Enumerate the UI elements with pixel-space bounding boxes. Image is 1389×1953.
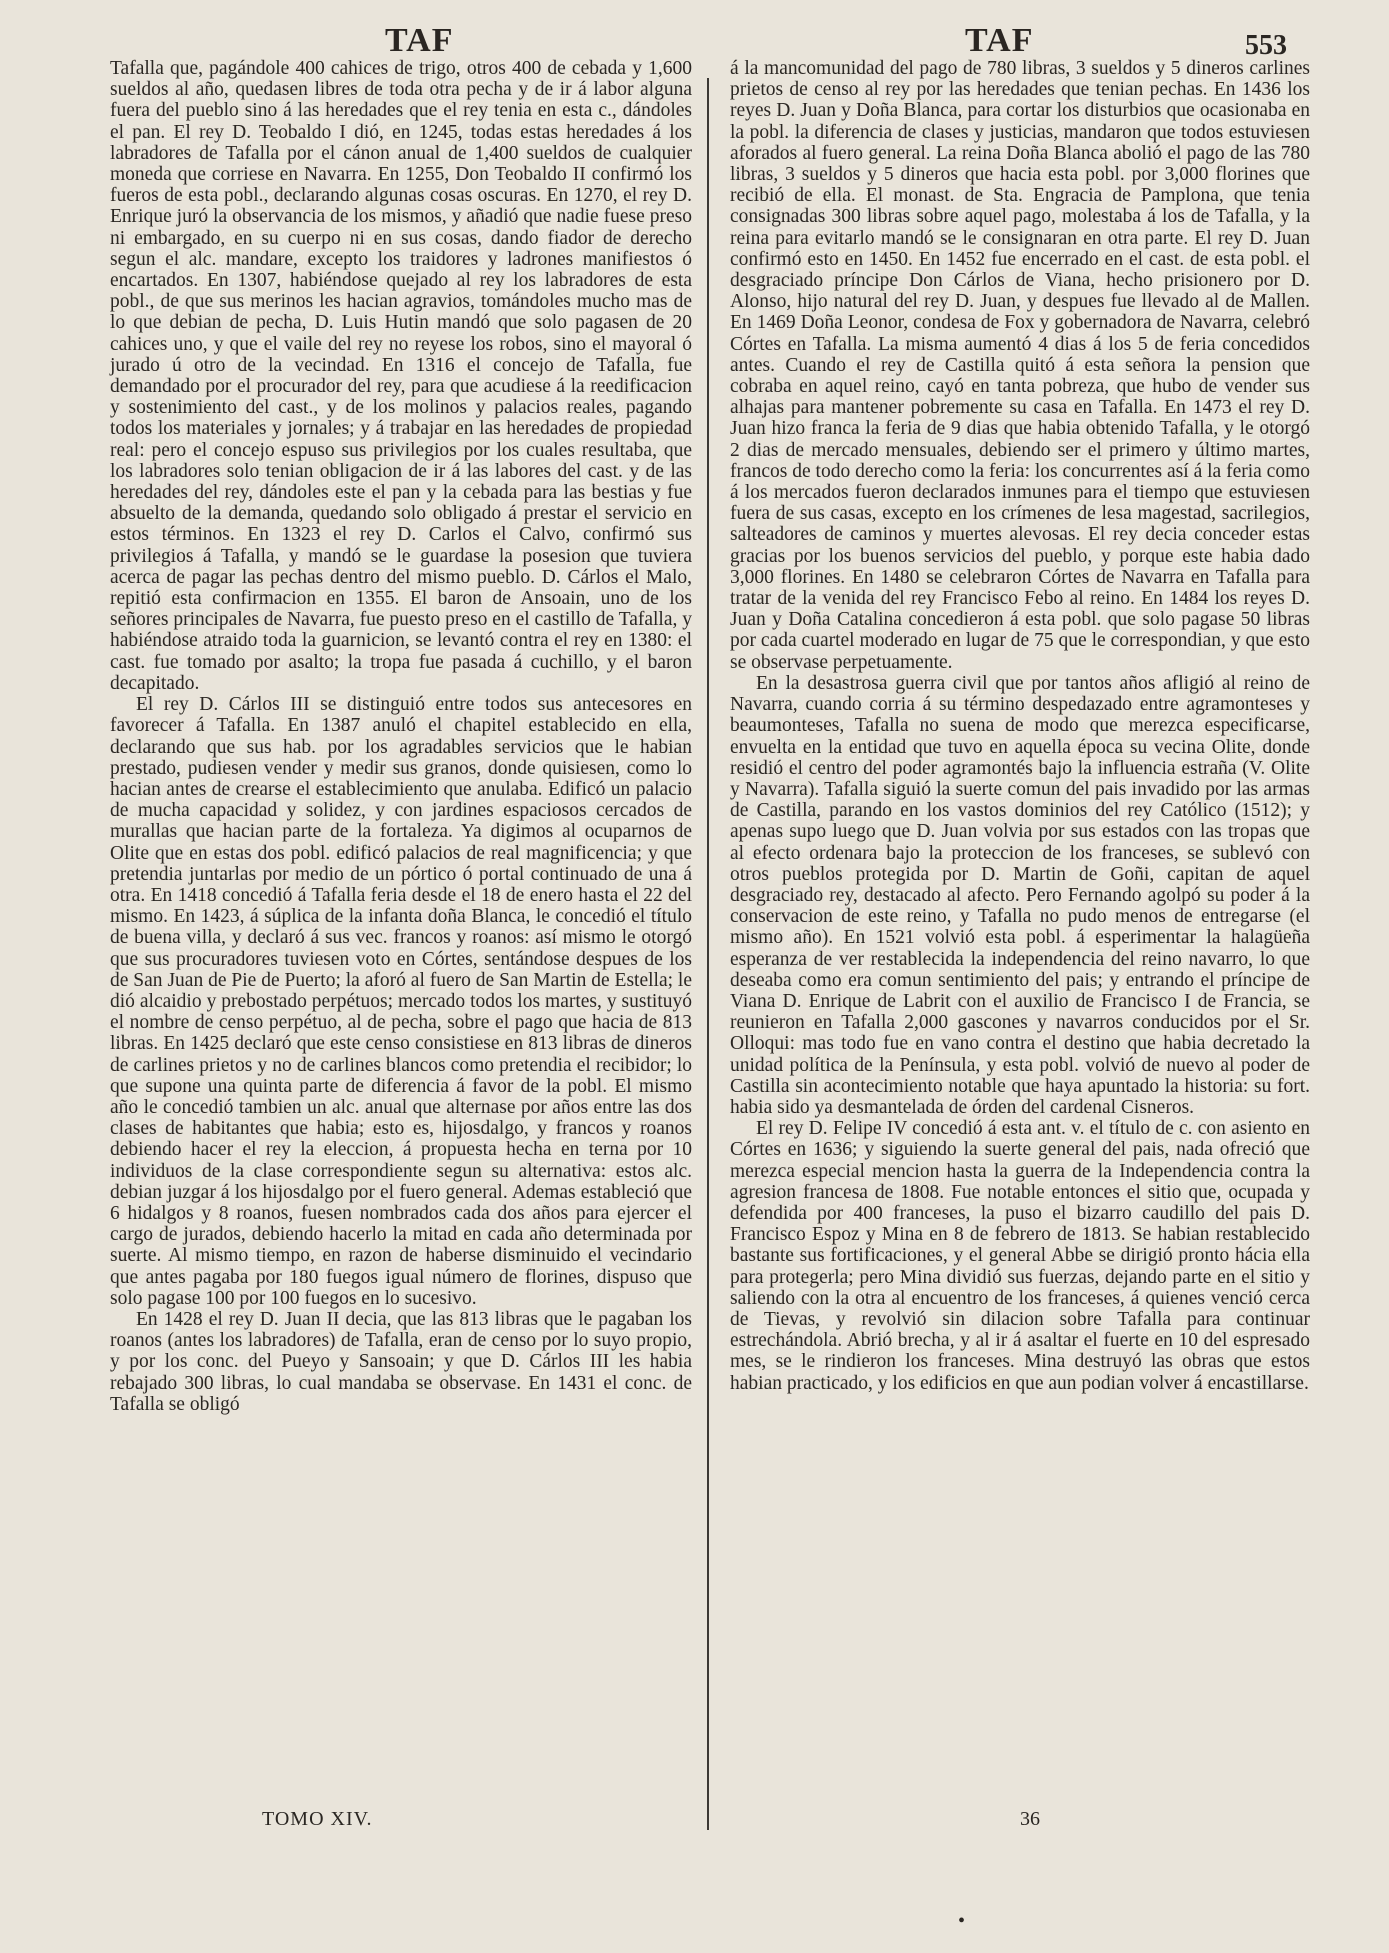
paragraph: El rey D. Felipe IV concedió á esta ant. v. el título de c. con asiento en Córtes en 1636; y siguiendo la suerte general del pais, nada ofreció que merezca especial mencion hasta la guerra de la Independencia contra la agresion francesa de 1808. Fue notable entonces el sitio que, ocupada y defendida por 400 franceses, la puso el bizarro caudillo del pais D. Francisco Espoz y Mina en 8 de febrero de 1813. Se habian restablecido bastante sus fortificaciones, y el general Abbe se dirigió pronto hácia ella para protegerla; pero Mina dividió sus fuerzas, dejando parte en el sitio y saliendo con la otra al encuentro de los franceses, á quienes venció cerca de Tievas, y revolvió sin dilacion sobre Tafalla para continuar estrechándola. Abrió brecha, y al ir á asaltar el fuerte en 10 del espresado mes, se le rindieron los franceses. Mina destruyó las obras que estos habian practicado, y los edificios en que aun podian volver á encastillarse.: [730, 1118, 1310, 1394]
running-head-left: TAF: [385, 22, 454, 59]
running-head-right: TAF: [965, 22, 1034, 59]
paragraph: Tafalla que, pagándole 400 cahices de trigo, otros 400 de cebada y 1,600 sueldos al año, quedasen libres de toda otra pecha y de ir á labor alguna fuera del pueblo sino á las heredades que el rey tenia en esta c., dándoles el pan. El rey D. Teobaldo I dió, en 1245, todas estas heredades á los labradores de Tafalla por el cánon anual de 1,400 sueldos de cualquier moneda que corriese en Navarra. En 1255, Don Teobaldo II confirmó los fueros de esta pobl., declarando algunas cosas oscuras. En 1270, el rey D. Enrique juró la observancia de los mismos, y añadió que nadie fuese preso ni embargado, en su cuerpo ni en sus cosas, dando fiador de derecho segun el alc. mandare, excepto los traidores y ladrones manifiestos ó encartados. En 1307, habiéndose quejado al rey los labradores de esta pobl., de que sus merinos les hacian agravios, tomándoles mucho mas de lo que debian de pecha, D. Luis Hutin mandó que solo pagasen de 20 cahices uno, y que el vaile del rey no reyese los robos, sino el mayoral ó jurado ú otro de la vecindad. En 1316 el concejo de Tafalla, fue demandado por el procurador del rey, para que acudiese á la reedificacion y sostenimiento del cast., y de los molinos y palacios reales, pagando todos los materiales y jornales; y á trabajar en las heredades de propiedad real: pero el concejo espuso sus privilegios por los cuales resultaba, que los labradores solo tenian obligacion de ir á las labores del cast. y de las heredades del rey, dándoles este el pan y la cebada para las bestias y fue absuelto de la demanda, quedando solo obligado á prestar el servicio en estos términos. En 1323 el rey D. Carlos el Calvo, confirmó sus privilegios á Tafalla, y mandó se le guardase la posesion que tuviera acerca de pagar las pechas dentro del mismo pueblo. D. Cárlos el Malo, repitió esta confirmacion en 1355. El baron de Ansoain, uno de los señores principales de Navarra, fue puesto preso en el castillo de Tafalla, y habiéndose atraido toda la guarnicion, se levantó contra el rey en 1380: el cast. fue tomado por asalto; la tropa fue pasada á cuchillo, y el baron decapitado.: [110, 58, 692, 694]
paragraph: En la desastrosa guerra civil que por tantos años afligió al reino de Navarra, cuando corria á su término despedazado entre agramonteses y beaumonteses, Tafalla no suena de modo que merezca especificarse, envuelta en la entidad que tuvo en aquella época su vecina Olite, donde residió el centro del poder agramontés bajo la influencia estraña (V. Olite y Navarra). Tafalla siguió la suerte comun del pais invadido por las armas de Castilla, parando en los vastos dominios del rey Católico (1512); y apenas supo luego que D. Juan volvia por sus estados con las tropas que al efecto ordenara bajo la proteccion de los franceses, se sublevó con otros pueblos protegida por D. Martin de Goñi, capitan de aquel desgraciado rey, destacado al afecto. Pero Fernando agolpó su poder á la conservacion de este reino, y Tafalla no pudo menos de entregarse (el mismo año). En 1521 volvió esta pobl. á esperimentar la halagüeña esperanza de ver restablecida la independencia del reino navarro, lo que deseaba como era comun sentimiento del pais; y entrando el príncipe de Viana D. Enrique de Labrit con el auxilio de Francisco I de Francia, se reunieron en Tafalla 2,000 gascones y navarros conducidos por el Sr. Olloqui: mas todo fue en vano contra el destino que habia decretado la unidad política de la Península, y esta pobl. volvió de nuevo al poder de Castilla sin acontecimiento notable que haya apuntado la historia: su fort. habia sido ya desmantelada de órden del cardenal Cisneros.: [730, 672, 1310, 1118]
page-number: 553: [1245, 30, 1287, 61]
sheet-number: 36: [1020, 1808, 1040, 1830]
paragraph: En 1428 el rey D. Juan II decia, que las 813 libras que le pagaban los roanos (antes los labradores) de Tafalla, eran de censo por lo suyo propio, y por los conc. del Pueyo y Sansoain; y que D. Cárlos III les habia rebajado 300 libras, lo cual mandaba se observase. En 1431 el conc. de Tafalla se obligó: [110, 1308, 692, 1415]
paragraph: á la mancomunidad del pago de 780 libras, 3 sueldos y 5 dineros carlines prietos de censo al rey por las heredades que tenian pechas. En 1436 los reyes D. Juan y Doña Blanca, para cortar los disturbios que ocasionaba en la pobl. la diferencia de clases y justicias, mandaron que todos estuviesen aforados al fuero general. La reina Doña Blanca abolió el pago de las 780 libras, 3 sueldos y 5 dineros que hacia esta pobl. por 3,000 florines que recibió de ella. El monast. de Sta. Engracia de Pamplona, que tenia consignadas 300 libras sobre aquel pago, molestaba á los de Tafalla, y la reina para evitarlo mandó se le consignaran en otra parte. El rey D. Juan confirmó esto en 1450. En 1452 fue encerrado en el cast. de esta pobl. el desgraciado príncipe Don Cárlos de Viana, hecho prisionero por D. Alonso, hijo natural del rey D. Juan, y despues fue llevado al de Mallen. En 1469 Doña Leonor, condesa de Fox y gobernadora de Navarra, celebró Córtes en Tafalla. La misma aumentó 4 dias á los 5 de feria concedidos antes. Cuando el rey de Castilla quitó á esta señora la pension que cobraba en aquel reino, cayó en tanta pobreza, que hubo de vender sus alhajas para mantener pobremente su casa en Tafalla. En 1473 el rey D. Juan hizo franca la feria de 9 dias que habia obtenido Tafalla, y le otorgó 2 dias de mercado mensuales, debiendo ser el primero y último martes, francos de todo derecho como la feria: los concurrentes así á la feria como á los mercados fueron declarados inmunes para el tiempo que estuviesen fuera de sus casas, excepto en los crímenes de lesa magestad, sacrilegios, salteadores de caminos y muertes alevosas. El rey decia conceder estas gracias por los buenos servicios del pueblo, y porque este habia dado 3,000 florines. En 1480 se celebraron Córtes de Navarra en Tafalla para tratar de la venida del rey Francisco Febo al reino. En 1484 los reyes D. Juan y Doña Catalina concedieron á esta pobl. que solo pagase 50 libras por cada cuartel moderado en lugar de 75 que le correspondian, y que esto se observase perpetuamente.: [730, 58, 1310, 673]
printer-mark: •: [958, 1910, 966, 1932]
right-column: [730, 58, 1310, 1394]
column-divider: [707, 78, 709, 1830]
volume-signature: TOMO XIV.: [262, 1808, 373, 1830]
left-column: [110, 58, 692, 1415]
paragraph: El rey D. Cárlos III se distinguió entre todos sus antecesores en favorecer á Tafalla. En 1387 anuló el chapitel establecido en ella, declarando que sus hab. por los agradables servicios que le habian prestado, pudiesen vender y medir sus granos, donde quisiesen, como lo hacian antes de crearse el establecimiento que anulaba. Edificó un palacio de mucha capacidad y solidez, y con jardines espaciosos cercados de murallas que hacian parte de la fortaleza. Ya digimos al ocuparnos de Olite que en estas dos pobl. edificó palacios de real magnificencia; y que pretendia juntarlas por medio de un pórtico ó portal continuado de una á otra. En 1418 concedió á Tafalla feria desde el 18 de enero hasta el 22 del mismo. En 1423, á súplica de la infanta doña Blanca, le concedió el título de buena villa, y declaró á sus vec. francos y roanos: así mismo le otorgó que sus procuradores tuviesen voto en Córtes, sentándose despues de los de San Juan de Pie de Puerto; la aforó al fuero de San Martin de Estella; le dió alcaidio y prebostado perpétuos; mercado todos los martes, y sustituyó el nombre de censo perpétuo, al de pecha, sobre el pago que hacia de 813 libras. En 1425 declaró que este censo consistiese en 813 libras de dineros de carlines prietos y no de carlines blancos como pretendia el recibidor; lo que supone una quinta parte de diferencia á favor de la pobl. El mismo año le concedió tambien un alc. anual que alternase por años entre las dos clases de habitantes que habia; esto es, hijosdalgo, y francos y roanos debiendo hacer el rey la eleccion, á propuesta hecha en terna por 10 individuos de la clase correspondiente segun su alternativa: estos alc. debian juzgar á los hijosdalgo por el fuero general. Ademas estableció que 6 hidalgos y 8 roanos, fuesen nombrados cada dos años para ejercer el cargo de jurados, debiendo hacerlo la mitad en cada año determinada por suerte. Al mismo tiempo, en razon de haberse disminuido el vecindario que antes pagaba por 180 fuegos igual número de florines, dispuso que solo pagase 100 por 100 fuegos en lo sucesivo.: [110, 694, 692, 1309]
